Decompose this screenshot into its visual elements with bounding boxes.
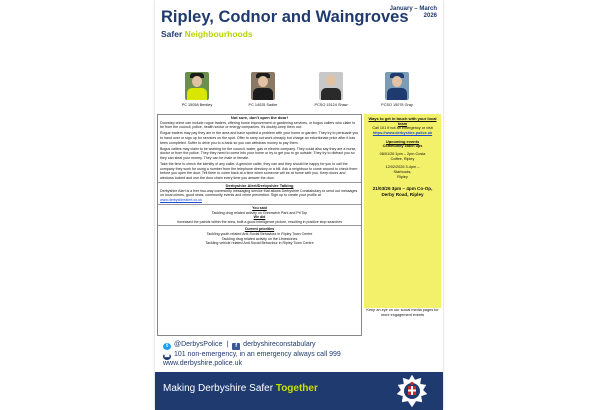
alert-section [158,184,361,202]
doorstep-paragraph: Bogus callers may claim to be working for the council, water, gas or electric company. They could also say they are a nurse, doctor or from the police. They they need to come into your home or try to get you to go outside. They try to distract you so they can steal your money. They can be male or female. [160,146,357,160]
you-said-text: Tackling drug related activity on Greenwich Park and Pit Top [211,210,308,215]
officer-card [167,72,227,107]
footer-banner [155,372,443,410]
event-place: Starbucks, [393,170,412,174]
event-place: Derby Road, Ripley [381,192,424,197]
subtitle-part-safer: Safer [161,29,183,39]
doorstep-section [158,116,361,181]
officer-name: PCSO 15124 Shaw [314,103,348,107]
event-time: 12/02/2026 3-4pm – [385,165,420,169]
alert-paragraph: Derbyshire Alert is a free two-way community messaging service that allows Derbyshire Constabulary to send out messages on local crimes, good news, community events and crime prevention. Sign up to create your profile at [160,188,358,198]
catchups-heading: Community catch ups [382,144,423,148]
officer-photos [155,72,443,114]
event-place: Coffee, Ripley [390,157,415,161]
page-subtitle [161,29,253,39]
police-website-link[interactable]: https://www.derbyshire.police.uk [372,131,433,135]
we-did-label: We did [253,215,266,220]
officer-photo [251,72,275,100]
event-time: 21/03/26 3pm – 4pm Co-Op, [372,186,433,191]
phone-text: 101 non-emergency, in an emergency always call 999 [174,351,341,358]
alert-heading: Derbyshire Alert/Derbyshire Talking [225,183,294,189]
date-range: January – March 2026 [389,6,437,19]
footer-slogan [163,383,318,394]
officer-name: PC 14025 Sadler [248,103,278,107]
events-heading: Upcoming events [385,139,420,144]
facebook-handle[interactable]: derbyshireconstabulary [243,341,316,348]
twitter-icon: t [163,343,171,350]
contact-details [163,340,393,367]
twitter-handle[interactable]: @DerbysPolice [174,341,223,348]
priority-item: Tackling drug related activity on the Limestones [221,236,298,241]
contact-sidebar [364,114,441,308]
doorstep-paragraph: Rogue traders may pay they are in the area and have spotted a problem with your home or garden. They try to persuade you to hand over or sign up for services on the spot. Offer to carry out work cheaply but charge an extortionate price after it has been completed. Suffer to drive you to a bank so you can withdraw money to pay them. [160,131,359,145]
touch-heading: Ways to get in touch with your local team [368,116,437,126]
derbyshire-alert-link[interactable]: www.derbyshirealert.co.uk [160,197,202,202]
officer-photo [185,72,209,100]
officer-name: PCSO 15078 Gray [381,103,413,107]
slogan-highlight: Together [275,383,318,394]
subtitle-part-neighbourhoods: Neighbourhoods [184,29,253,39]
section-divider [158,204,361,205]
priority-item: Tackling vehicle related Anti-Social Behaviour in Ripley Town Centre [205,241,314,246]
priorities-section [158,227,361,245]
priorities-label: Current priorities [244,227,275,232]
touch-call-text: Call 101 if not an emergency or visit [372,126,433,130]
officer-card [233,72,293,107]
facebook-icon: f [232,343,240,350]
doorstep-paragraph: Doorstep crime can include rogue traders, offering home improvement or gardening services, or bogus callers who claim to be from the council, police, health sector or energy companies. It's doubly-keep them out. [160,120,356,130]
social-media-note: Keep an eye on our social media pages for more engagement events [366,308,439,317]
section-divider [158,225,361,226]
event-time: 08/01/26 1pm – 2pm Costa [379,152,426,156]
event-town: Ripley [397,175,408,179]
priority-item: Tackling youth related Anti-Social Behaviour in Ripley Town Centre [206,232,313,237]
main-content-box [157,114,362,336]
doorstep-paragraph: Take the time to check the identity of any caller. A genuine caller, they can and they should be happy for you to call the company they work for using a number from the telephone directory or a bill. Ask a neighbour to come around to check them before you open the door. Tell them to come back at a time when someone will be at home with you. Keep doors and windows locked and use the door chain every time you answer the door. [160,162,358,180]
you-said-we-did-section [158,206,361,224]
page-title: Ripley, Codnor and Waingroves [161,8,409,26]
newsletter-page [155,0,443,410]
officer-photo [319,72,343,100]
phone-row [163,350,393,360]
officer-card [367,72,427,107]
officer-photo [385,72,409,100]
social-row: t @DerbysPolice | f derbyshireconstabulary [163,340,393,350]
slogan-main: Making Derbyshire Safer [163,383,274,394]
phone-icon: ☎ [163,353,171,359]
police-crest-icon [395,374,429,408]
we-did-text: Increased the patrols within the area, built a good intelligence picture, resulting in positive stop searches [176,219,343,224]
officer-card [301,72,361,107]
officer-name: PC 15058 Bentley [181,103,213,107]
you-said-label: You said [252,206,267,211]
website-link[interactable]: www.derbyshire.police.uk [163,360,242,367]
doorstep-heading: Not sure, don't open the door! [230,115,289,120]
